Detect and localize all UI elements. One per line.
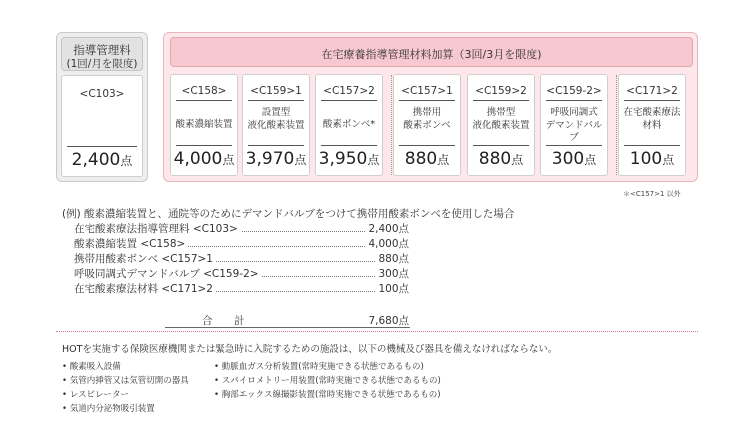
bullet-icon: • (214, 376, 222, 386)
material-item-name-2: 材料 (642, 120, 662, 131)
material-item-price (394, 149, 460, 169)
material-item-divider (321, 145, 377, 146)
example-line-amount: 100点 (375, 283, 409, 295)
guidance-fee-price-unit: 点 (120, 154, 133, 168)
total-underline (165, 327, 410, 328)
material-item-price-unit: 点 (511, 153, 524, 167)
notice-text: HOTを実施する保険医療機関または緊急時に入院するための施設は、以下の機械及び器具を備えなければならない。 (62, 344, 558, 355)
bullet-icon: • (62, 390, 70, 400)
equipment-item-label: スパイロメトリー用装置(常時実施できる状態であるもの) (221, 376, 441, 386)
material-item-divider (399, 145, 455, 146)
guidance-fee-limit: (1回/月を限度) (66, 58, 138, 70)
material-item-price (541, 149, 607, 169)
material-addition-title: 在宅療養指導管理材料加算（3回/3月を限度) (321, 48, 542, 61)
total-label-1: 合 (202, 315, 213, 327)
example-line-amount: 4,000点 (365, 238, 409, 250)
equipment-item (214, 376, 441, 387)
equipment-item-label: 気道内分泌物吸引装置 (69, 404, 155, 414)
material-item-price (316, 149, 382, 169)
guidance-fee-price (62, 150, 142, 170)
material-item-code-underline (473, 100, 529, 101)
material-item-code-underline (399, 100, 455, 101)
bullet-icon: • (62, 376, 70, 386)
material-item-price (619, 149, 685, 169)
material-item-name-2: 液化酸素装置 (247, 120, 305, 131)
bullet-icon: • (214, 362, 222, 372)
example-line (74, 268, 409, 280)
material-item-price-unit: 点 (222, 153, 235, 167)
material-item-price-unit: 点 (584, 153, 597, 167)
material-item-name-2: デマンドバルブ (545, 120, 603, 143)
bullet-icon: • (62, 362, 70, 372)
material-item-cell (618, 74, 686, 176)
material-item-code-underline (248, 100, 304, 101)
example-line-name: 在宅酸素療法材料 <C171>2 (74, 283, 216, 295)
material-item-name: 携帯型 (486, 107, 516, 118)
material-item-cell (467, 74, 535, 176)
material-item-cell (242, 74, 310, 176)
material-item-name-2: 酸素ボンベ (403, 120, 451, 131)
material-item-price-unit: 点 (294, 153, 307, 167)
material-item-price-unit: 点 (367, 153, 380, 167)
material-item-cell (315, 74, 383, 176)
material-item-cell (540, 74, 608, 176)
example-line (74, 253, 409, 265)
equipment-item-label: 動脈血ガス分析装置(常時実施できる状態であるもの) (221, 362, 424, 372)
material-item-code: <C171>2 (626, 85, 678, 97)
material-item-code-underline (176, 100, 232, 101)
equipment-item (214, 390, 441, 401)
guidance-fee-cell (61, 75, 143, 177)
material-item-price-number: 3,970 (245, 149, 295, 169)
material-item-code: <C159>2 (475, 85, 527, 97)
material-item-price-number: 4,000 (173, 149, 223, 169)
equipment-item (62, 390, 129, 401)
material-item-divider (248, 145, 304, 146)
footnote: ＊<C157>1 以外 (623, 190, 681, 198)
example-total-row (74, 313, 409, 327)
material-addition-header (170, 37, 693, 67)
material-item-price-number: 880 (478, 149, 512, 169)
material-item-code-underline (624, 100, 680, 101)
example-line (74, 223, 409, 235)
material-item-name: 設置型 (261, 107, 291, 118)
material-item-price-number: 300 (551, 149, 585, 169)
material-item-price-number: 880 (404, 149, 438, 169)
material-item-divider (546, 145, 602, 146)
example-line-name: 在宅酸素療法指導管理料 <C103> (74, 223, 241, 235)
equipment-item-label: 気管内挿管又は気管切開の器具 (69, 376, 189, 386)
material-item-divider (473, 145, 529, 146)
material-item-name: 酸素ボンベ* (322, 119, 376, 130)
example-line-amount: 300点 (375, 268, 409, 280)
equipment-item (62, 404, 155, 415)
example-line-name: 呼吸同調式デマンドバルブ <C159-2> (74, 268, 262, 280)
example-line-name: 携帯用酸素ボンベ <C157>1 (74, 253, 216, 265)
material-item-price-number: 3,950 (318, 149, 368, 169)
equipment-item (62, 362, 121, 373)
example-line-amount: 2,400点 (365, 223, 409, 235)
material-item-price-unit: 点 (662, 153, 675, 167)
guidance-fee-panel (56, 32, 148, 182)
material-item-price (243, 149, 309, 169)
material-item-code: <C157>2 (323, 85, 375, 97)
equipment-item (214, 362, 424, 373)
material-item-price (468, 149, 534, 169)
material-item-cell (393, 74, 461, 176)
material-item-divider (176, 145, 232, 146)
material-item-name-2: 液化酸素装置 (472, 120, 530, 131)
equipment-item-label: レスピレーター (69, 390, 129, 400)
material-item-code-underline (546, 100, 602, 101)
material-item-name: 在宅酸素療法 (623, 107, 681, 118)
guidance-fee-title: 指導管理料 (73, 43, 131, 57)
group-separator-left (391, 75, 392, 175)
total-amount: 7,680点 (368, 315, 409, 327)
material-item-code: <C158> (181, 85, 227, 97)
example-line (74, 283, 409, 295)
material-item-cell (170, 74, 238, 176)
guidance-fee-header (61, 37, 143, 71)
equipment-item-label: 胸部エックス線撮影装置(常時実施できる状態であるもの) (221, 390, 441, 400)
material-item-name: 呼吸同調式 (550, 107, 598, 118)
guidance-fee-code: <C103> (79, 88, 125, 100)
total-label-2: 計 (234, 315, 245, 327)
example-heading: (例) 酸素濃縮装置と、通院等のためにデマンドバルブをつけて携帯用酸素ボンベを使用した場合 (62, 208, 515, 220)
example-line-amount: 880点 (375, 253, 409, 265)
section-separator (56, 331, 698, 332)
material-item-price (171, 149, 237, 169)
guidance-fee-divider (67, 146, 137, 147)
material-item-price-number: 100 (629, 149, 663, 169)
material-item-price-unit: 点 (437, 153, 450, 167)
material-item-name: 酸素濃縮装置 (175, 119, 233, 130)
bullet-icon: • (214, 390, 222, 400)
bullet-icon: • (62, 404, 70, 414)
example-line (74, 238, 409, 250)
material-item-name: 携帯用 (412, 107, 442, 118)
example-line-name: 酸素濃縮装置 <C158> (74, 238, 188, 250)
equipment-item (62, 376, 189, 387)
material-item-code: <C159>1 (250, 85, 302, 97)
equipment-item-label: 酸素吸入設備 (69, 362, 121, 372)
group-separator-right (616, 75, 617, 175)
guidance-fee-price-number: 2,400 (71, 150, 121, 170)
material-item-code: <C157>1 (401, 85, 453, 97)
material-item-code: <C159-2> (546, 85, 602, 97)
material-item-divider (624, 145, 680, 146)
material-item-code-underline (321, 100, 377, 101)
